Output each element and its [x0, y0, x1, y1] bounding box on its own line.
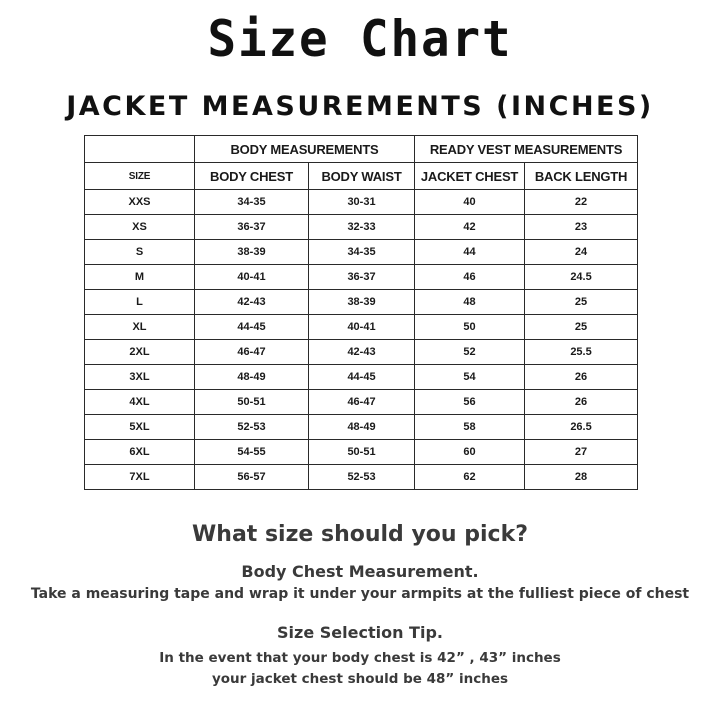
size-tip-heading: Size Selection Tip.	[277, 623, 443, 642]
body-waist-cell: 32-33	[309, 215, 415, 240]
body-chest-cell: 36-37	[195, 215, 309, 240]
chest-measurement-text: Take a measuring tape and wrap it under your armpits at the fulliest piece of chest	[30, 586, 690, 602]
body-chest-cell: 50-51	[195, 390, 309, 415]
jacket-chest-cell: 44	[415, 240, 525, 265]
guide-question: What size should you pick?	[192, 522, 528, 547]
back-length-cell: 23	[525, 215, 638, 240]
body-waist-cell: 50-51	[309, 440, 415, 465]
back-length-cell: 25.5	[525, 340, 638, 365]
body-waist-cell: 46-47	[309, 390, 415, 415]
back-length-cell: 26	[525, 365, 638, 390]
size-chart-table	[84, 135, 638, 490]
size-cell: S	[85, 240, 195, 265]
body-chest-cell: 40-41	[195, 265, 309, 290]
page-subtitle: JACKET MEASUREMENTS (INCHES)	[66, 91, 654, 122]
body-chest-cell: 34-35	[195, 190, 309, 215]
size-tip-line-2: your jacket chest should be 48” inches	[211, 671, 509, 687]
back-length-cell: 24.5	[525, 265, 638, 290]
body-chest-cell: 52-53	[195, 415, 309, 440]
back-length-cell: 26.5	[525, 415, 638, 440]
body-waist-cell: 36-37	[309, 265, 415, 290]
table-row	[85, 440, 638, 465]
table-row	[85, 290, 638, 315]
size-cell: XL	[85, 315, 195, 340]
table-row	[85, 415, 638, 440]
size-rows	[85, 190, 638, 490]
body-chest-cell: 44-45	[195, 315, 309, 340]
body-chest-cell: 54-55	[195, 440, 309, 465]
page-title: Size Chart	[207, 10, 513, 68]
size-cell: 4XL	[85, 390, 195, 415]
body-chest-cell: 38-39	[195, 240, 309, 265]
table-row	[85, 215, 638, 240]
table-row	[85, 315, 638, 340]
body-waist-cell: 34-35	[309, 240, 415, 265]
size-cell: 6XL	[85, 440, 195, 465]
back-length-column-header: BACK LENGTH	[525, 163, 638, 190]
body-waist-cell: 40-41	[309, 315, 415, 340]
size-cell: M	[85, 265, 195, 290]
jacket-chest-cell: 52	[415, 340, 525, 365]
back-length-cell: 24	[525, 240, 638, 265]
group-header-row	[85, 136, 638, 163]
size-cell: 7XL	[85, 465, 195, 490]
body-measurements-header: BODY MEASUREMENTS	[195, 136, 415, 163]
size-cell: XS	[85, 215, 195, 240]
jacket-chest-cell: 50	[415, 315, 525, 340]
body-chest-cell: 42-43	[195, 290, 309, 315]
body-chest-column-header: BODY CHEST	[195, 163, 309, 190]
back-length-cell: 26	[525, 390, 638, 415]
size-cell: L	[85, 290, 195, 315]
body-waist-cell: 48-49	[309, 415, 415, 440]
column-header-row	[85, 163, 638, 190]
jacket-chest-cell: 46	[415, 265, 525, 290]
empty-corner-cell	[85, 136, 195, 163]
table-row	[85, 340, 638, 365]
table-row	[85, 390, 638, 415]
table-row	[85, 465, 638, 490]
jacket-chest-cell: 58	[415, 415, 525, 440]
body-waist-cell: 38-39	[309, 290, 415, 315]
back-length-cell: 22	[525, 190, 638, 215]
jacket-chest-cell: 56	[415, 390, 525, 415]
body-waist-cell: 44-45	[309, 365, 415, 390]
table-row	[85, 190, 638, 215]
table-row	[85, 240, 638, 265]
back-length-cell: 27	[525, 440, 638, 465]
size-cell: 2XL	[85, 340, 195, 365]
body-waist-column-header: BODY WAIST	[309, 163, 415, 190]
size-cell: 5XL	[85, 415, 195, 440]
size-cell: XXS	[85, 190, 195, 215]
body-chest-cell: 56-57	[195, 465, 309, 490]
jacket-chest-cell: 40	[415, 190, 525, 215]
size-tip-line-1: In the event that your body chest is 42” , 43” inches	[159, 650, 561, 666]
back-length-cell: 28	[525, 465, 638, 490]
body-chest-cell: 46-47	[195, 340, 309, 365]
size-cell: 3XL	[85, 365, 195, 390]
chest-measurement-heading: Body Chest Measurement.	[241, 562, 479, 581]
jacket-chest-cell: 62	[415, 465, 525, 490]
jacket-chest-cell: 48	[415, 290, 525, 315]
back-length-cell: 25	[525, 290, 638, 315]
body-waist-cell: 52-53	[309, 465, 415, 490]
table-row	[85, 265, 638, 290]
jacket-chest-cell: 60	[415, 440, 525, 465]
table-row	[85, 365, 638, 390]
body-waist-cell: 30-31	[309, 190, 415, 215]
jacket-chest-column-header: JACKET CHEST	[415, 163, 525, 190]
jacket-chest-cell: 54	[415, 365, 525, 390]
size-column-header: SIZE	[85, 163, 195, 190]
back-length-cell: 25	[525, 315, 638, 340]
body-chest-cell: 48-49	[195, 365, 309, 390]
jacket-chest-cell: 42	[415, 215, 525, 240]
ready-vest-measurements-header: READY VEST MEASUREMENTS	[415, 136, 638, 163]
body-waist-cell: 42-43	[309, 340, 415, 365]
